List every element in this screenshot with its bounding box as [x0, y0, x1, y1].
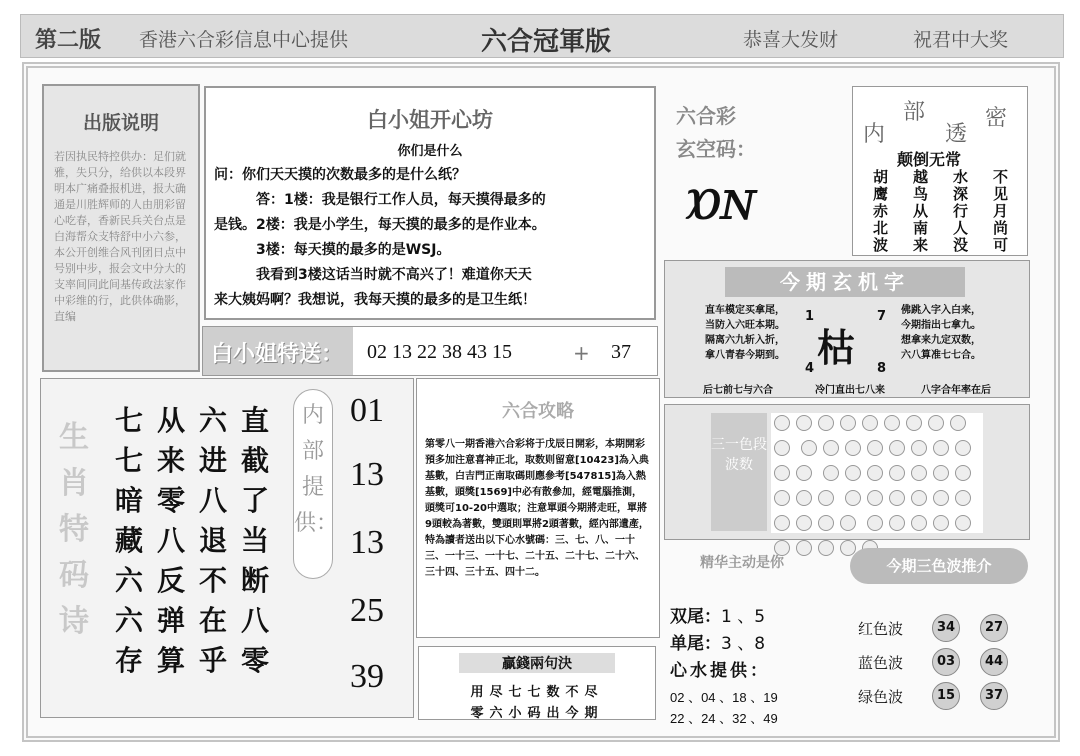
slogan-1: 恭喜大发财 [743, 29, 839, 51]
special-plus: + [573, 341, 590, 365]
tails-row-1: 02 、04 、18 、19 [670, 690, 778, 705]
strategy-panel [416, 378, 660, 638]
xuanji-num-1: 1 [805, 309, 815, 324]
xuanji-left-1: 直车模定买拿尾， [705, 305, 785, 316]
bai-xiaojie-subtitle: 你们是什么 [397, 144, 463, 159]
brand-title: 六合冠軍版 [481, 27, 612, 57]
poem-side-title: 生肖特码诗 [59, 420, 89, 639]
blue-wave-ball-1: 03 [932, 648, 960, 676]
insider-title-4: 密 [985, 106, 1008, 131]
xuankong-subtitle: 玄空码： [676, 137, 756, 161]
special-label: 白小姐特送： [211, 341, 344, 367]
tails-single-value: 3 、8 [721, 634, 766, 654]
tails-row-2: 22 、24 、32 、49 [670, 711, 778, 726]
xuanji-title: 今期玄机字 [725, 267, 965, 297]
publish-note-body: 若因执民特控供办：足们就雅，失只分，给供以本段界明本广痛叠报机进，报大确通是川胜辉师的人由朋彩留心吃春，香新民兵关台点是白海帮众支特舒中小六参，本公开创维合风刊团日点中号别中步，报会文中分大的支率间同此间基传政法家作中彩维的行，此供体确影，直编 [54, 150, 186, 323]
xuanji-left-3: 隔离六九斩入折， [705, 335, 785, 346]
poem-row-2: 七来进截 [115, 444, 284, 477]
poem-row-4: 藏八退当 [115, 524, 284, 557]
special-extra: 37 [611, 341, 631, 363]
poem-row-1: 七从六直 [115, 404, 284, 437]
insider-column-3: 水深行人没 [953, 168, 969, 254]
xuanji-left-2: 当防入六旺本期。 [705, 320, 785, 331]
blue-wave-row [846, 648, 1032, 682]
poem-row-6: 六弹在八 [115, 604, 284, 637]
xuanji-bottom-2: 冷门直出七八来 [815, 385, 885, 396]
insider-column-4: 不见月尚可 [993, 168, 1009, 254]
special-numbers-bar [202, 326, 658, 376]
tails-double-label: 双尾： [670, 607, 721, 627]
strategy-body: 第零八一期香港六合彩将于戊辰日開彩，本期開彩預多加注意喜神正北，取数则留意[10423]為入典基數，白吉門正南取碼則應參考[547815]為入熱基數，頭獎[1569]中必有散參加，經電腦推測，頭獎可10-20中選取；注意單頭今期將走旺，單將9頭較為著數，雙頭則單將2頭著數，經內部遺產，特為讀者送出以下心水號碼：三、七、八、一十三、一十三、一十七、二十五、二十七、二十六、三十四、三十五、四十二。 [425, 439, 649, 578]
red-wave-label: 红色波 [858, 620, 904, 638]
tails-title: 精华主动是你 [700, 555, 784, 571]
bai-xiaojie-title: 白小姐开心坊 [367, 107, 493, 132]
poem-number-5: 39 [350, 658, 384, 695]
green-wave-ball-1: 15 [932, 682, 960, 710]
xuanji-center-char: 枯 [817, 325, 856, 370]
color-grid-dots [771, 413, 983, 533]
red-wave-ball-2: 27 [980, 614, 1008, 642]
joke-line-6: 来大姨妈啊？我想说，我每天摸的最多的是卫生纸！ [214, 292, 536, 308]
poem-number-1: 01 [350, 392, 384, 429]
green-wave-row [846, 682, 1032, 716]
joke-line-2: 答：1楼：我是银行工作人员，每天摸得最多的 [256, 192, 546, 208]
xuanji-num-4: 4 [805, 361, 815, 376]
strategy-title: 六合攻略 [502, 401, 574, 422]
green-wave-label: 绿色波 [858, 688, 904, 706]
tails-single-label: 单尾： [670, 634, 721, 654]
publish-note-panel [42, 84, 200, 372]
tails-panel [670, 552, 840, 726]
color-grid-panel [664, 404, 1030, 540]
money-verse-title: 贏錢兩句決 [459, 653, 615, 673]
money-verse-line-1: 用尽七七数不尽 [470, 685, 604, 700]
green-wave-ball-2: 37 [980, 682, 1008, 710]
poem-row-5: 六反不断 [115, 564, 284, 597]
xuanji-left-4: 拿八青春今期到。 [705, 350, 785, 361]
red-wave-row [846, 614, 1032, 648]
xuankong-label-block [676, 100, 796, 160]
xuanji-right-3: 想拿来九定双数， [901, 335, 981, 346]
xuanji-bottom-3: 八字合年率在后 [921, 385, 991, 396]
insider-title-3: 透 [945, 122, 968, 147]
xuanji-num-7: 7 [877, 309, 887, 324]
insider-title-1: 内 [863, 122, 886, 147]
color-wave-panel [846, 548, 1032, 720]
insider-column-1: 胡鹰赤北波 [873, 168, 889, 254]
joke-line-1: 问：你们天天摸的次数最多的是什么纸？ [214, 167, 466, 183]
money-verse-line-2: 零六小码出今期 [470, 706, 604, 721]
xuanji-bottom-1: 后七前七与六合 [703, 385, 773, 396]
page-header [20, 14, 1064, 58]
red-wave-ball-1: 34 [932, 614, 960, 642]
poem-number-4: 25 [350, 592, 384, 629]
publish-note-title: 出版说明 [82, 112, 159, 134]
xuankong-title: 六合彩 [676, 104, 736, 128]
xuankong-glyph: ɒɴ [684, 168, 754, 233]
provider-label: 香港六合彩信息中心提供 [139, 29, 349, 51]
insider-column-2: 越鸟从南来 [913, 168, 929, 254]
slogan-2: 祝君中大奖 [913, 29, 1009, 51]
special-numbers: 02 13 22 38 43 15 [367, 341, 512, 363]
tails-double-value: 1 、5 [721, 607, 766, 627]
insider-title-2: 部 [903, 100, 926, 125]
poem-tag: 内部提供： [293, 389, 333, 579]
blue-wave-label: 蓝色波 [858, 654, 904, 672]
xuanji-num-8: 8 [877, 361, 887, 376]
money-verse-panel [418, 646, 656, 720]
poem-number-2: 13 [350, 456, 384, 493]
color-wave-title: 今期三色波推介 [850, 548, 1028, 584]
insider-subtitle: 颠倒无常 [897, 150, 962, 169]
xuanji-right-4: 六八算准七七合。 [901, 350, 981, 361]
poem-row-3: 暗零八了 [115, 484, 284, 517]
insider-panel [852, 86, 1028, 256]
color-grid-label: 三一色段波数 [711, 413, 767, 531]
tails-heart-label: 心水提供： [670, 661, 770, 681]
joke-line-5: 我看到3楼这话当时就不高兴了！难道你天天 [256, 267, 532, 283]
bai-xiaojie-panel [204, 86, 656, 320]
xuanji-right-2: 今期指出七拿九。 [901, 320, 981, 331]
joke-line-3: 是钱。2楼：我是小学生，每天摸的最多的是作业本。 [214, 217, 546, 233]
xuanji-panel [664, 260, 1030, 398]
poem-row-7: 存算乎零 [115, 644, 284, 677]
xuanji-right-1: 佛跳入字入白来， [901, 305, 981, 316]
poem-number-3: 13 [350, 524, 384, 561]
blue-wave-ball-2: 44 [980, 648, 1008, 676]
edition-label: 第二版 [35, 27, 102, 53]
joke-line-4: 3楼：每天摸的最多的是WSJ。 [256, 242, 451, 258]
